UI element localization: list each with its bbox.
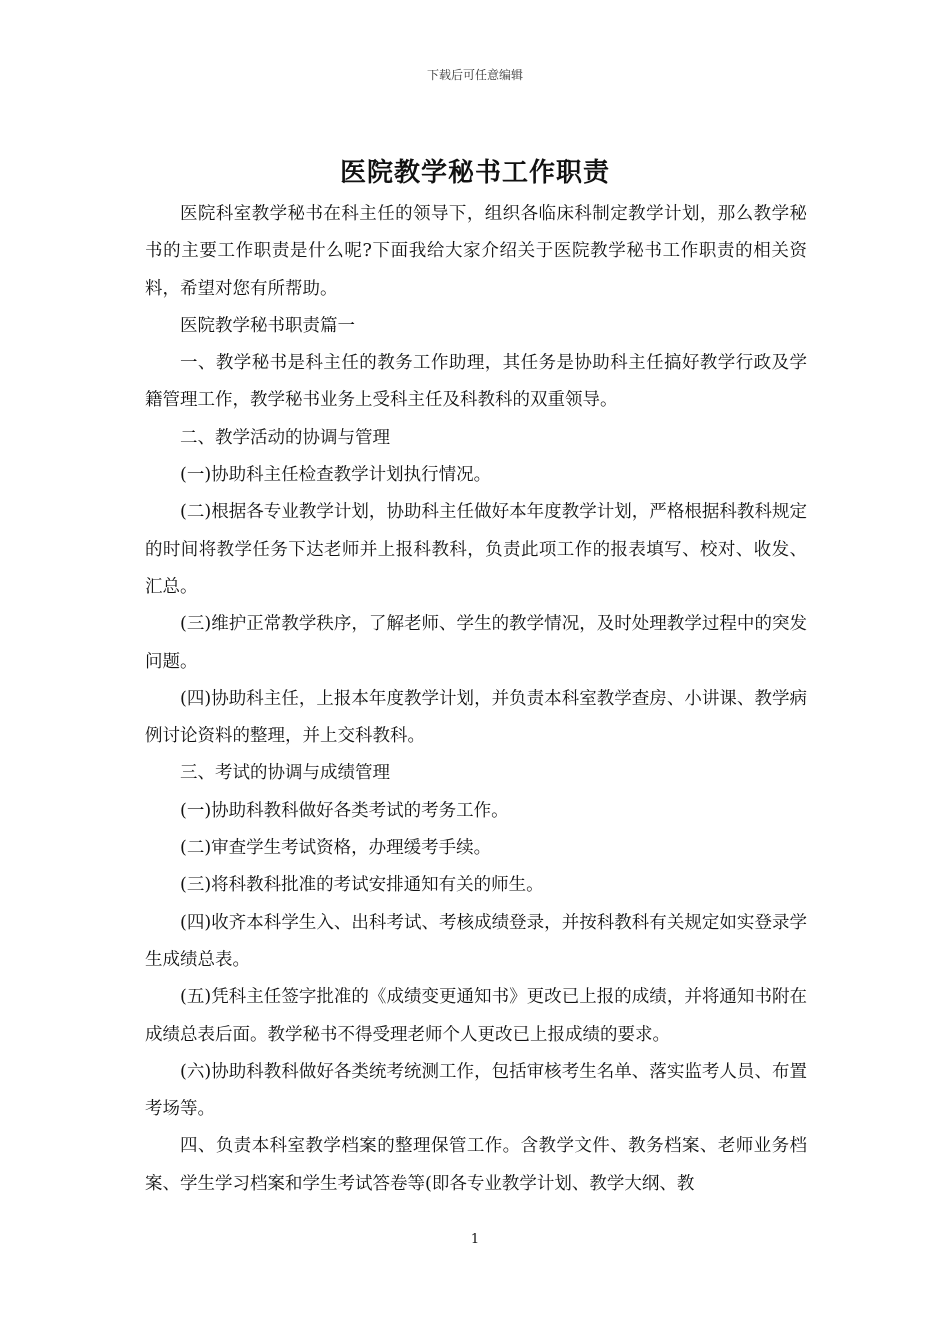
paragraph: (四)协助科主任，上报本年度教学计划，并负责本科室教学查房、小讲课、教学病例讨论资料的整理，并上交科教科。	[145, 688, 807, 747]
paragraph: (六)协助科教科做好各类统考统测工作，包括审核考生名单、落实监考人员、布置考场等。	[145, 1061, 807, 1120]
paragraph: 三、考试的协调与成绩管理	[180, 763, 390, 784]
paragraph: 二、教学活动的协调与管理	[180, 427, 390, 448]
paragraph: (一)协助科教科做好各类考试的考务工作。	[180, 800, 509, 821]
document-title: 医院教学秘书工作职责	[339, 158, 610, 188]
paragraph: (二)根据各专业教学计划，协助科主任做好本年度教学计划，严格根据科教科规定的时间将教学任务下达老师并上报科教科，负责此项工作的报表填写、校对、收发、汇总。	[145, 502, 807, 597]
header-note: 下载后可任意编辑	[426, 68, 523, 82]
paragraph: 四、负责本科室教学档案的整理保管工作。含教学文件、教务档案、老师业务档案、学生学习档案和学生考试答卷等(即各专业教学计划、教学大纲、教	[145, 1136, 807, 1194]
paragraph: (四)收齐本科学生入、出科考试、考核成绩登录，并按科教科有关规定如实登录学生成绩总表。	[145, 912, 807, 970]
paragraph: 医院教学秘书职责篇一	[180, 315, 355, 336]
paragraph: 医院科室教学秘书在科主任的领导下，组织各临床科制定教学计划，那么教学秘书的主要工作职责是什么呢?下面我给大家介绍关于医院教学秘书工作职责的相关资料，希望对您有所帮助。	[145, 204, 807, 299]
paragraph: 一、教学秘书是科主任的教务工作助理，其任务是协助科主任搞好教学行政及学籍管理工作，教学秘书业务上受科主任及科教科的双重领导。	[145, 353, 807, 411]
paragraph: (一)协助科主任检查教学计划执行情况。	[180, 465, 492, 486]
paragraph: (三)将科教科批准的考试安排通知有关的师生。	[180, 875, 544, 896]
document-body	[145, 196, 807, 1203]
paragraph: (五)凭科主任签字批准的《成绩变更通知书》更改已上报的成绩，并将通知书附在成绩总表后面。教学秘书不得受理老师个人更改已上报成绩的要求。	[145, 987, 807, 1045]
paragraph: (三)维护正常教学秩序，了解老师、学生的教学情况，及时处理教学过程中的突发问题。	[145, 614, 807, 672]
page-number: 1	[470, 1232, 480, 1247]
paragraph: (二)审查学生考试资格，办理缓考手续。	[180, 838, 492, 859]
